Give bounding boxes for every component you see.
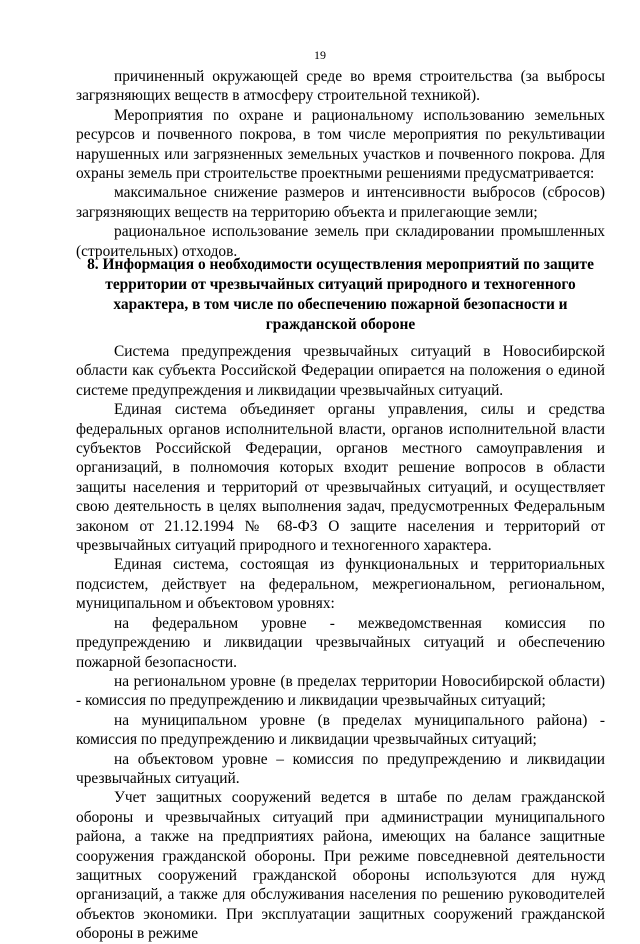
main-section [76,342,605,944]
paragraph: Мероприятия по охране и рациональному использованию земельных ресурсов и почвенного покрова, в том числе мероприятия по рекультивации нарушенных или загрязненных земельных участков и почвенного покрова. Для охраны земель при строительстве проектными решениями предусматривается: [76,106,605,183]
paragraph: на региональном уровне (в пределах территории Новосибирской области) - комиссия по предупреждению и ликвидации чрезвычайных ситуаций; [76,672,605,710]
paragraph: рациональное использование земель при складировании промышленных (строительных) отходов. [76,223,605,260]
intro-section [76,67,605,261]
paragraph: Учет защитных сооружений ведется в штабе по делам гражданской обороны и чрезвычайных ситуаций при администрации муниципального района, а также на предприятиях района, имеющих на балансе защитные сооружения гражданской обороны. При режиме повседневной деятельности защитных сооружений гражданской обороны используются для нужд организаций, а также для обслуживания населения по решению руководителей объектов экономики. При эксплуатации защитных сооружений гражданской обороны в режиме [76,789,605,943]
paragraph: причиненный окружающей среде во время строительства (за выбросы загрязняющих веществ в атмосферу строительной техникой). [76,68,605,105]
paragraph: Единая система, состоящая из функциональных и территориальных подсистем, действует на федеральном, межрегиональном, региональном, муниципальном и объектовом уровнях: [76,556,605,613]
paragraph: Система предупреждения чрезвычайных ситуаций в Новосибирской области как субъекта Российской Федерации опирается на положения о единой системе предупреждения и ликвидации чрезвычайных ситуаций. [76,343,605,399]
paragraph: на объектовом уровне – комиссия по предупреждению и ликвидации чрезвычайных ситуаций. [76,750,605,787]
page-number: 19 [314,48,326,62]
paragraph: на федеральном уровне - межведомственная комиссия по предупреждению и ликвидации чрезвычайных ситуаций и обеспечению пожарной безопасности. [76,614,605,671]
paragraph: максимальное снижение размеров и интенсивности выбросов (сбросов) загрязняющих веществ на территорию объекта и прилегающие земли; [76,184,605,221]
paragraph: на муниципальном уровне (в пределах муниципального района) - комиссия по предупреждению и ликвидации чрезвычайных ситуаций; [76,711,605,749]
section-heading: 8. Информация о необходимости осуществления мероприятий по защите территории от чрезвычайных ситуаций природного и техногенного характера, в том числе по обеспечению пожарной безопасности и гражданской обороне [87,256,594,333]
paragraph: Единая система объединяет органы управления, силы и средства федеральных органов исполнительной власти, органов исполнительной власти субъектов Российской Федерации, органов местного самоуправления и организаций, в полномочия которых входит решение вопросов в области защиты населения и территорий от чрезвычайных ситуаций, и осуществляет свою деятельность в целях выполнения задач, предусмотренных Федеральным законом от 21.12.1994 № 68-ФЗ О защите населения и территорий от чрезвычайных ситуаций природного и техногенного характера. [76,401,605,555]
